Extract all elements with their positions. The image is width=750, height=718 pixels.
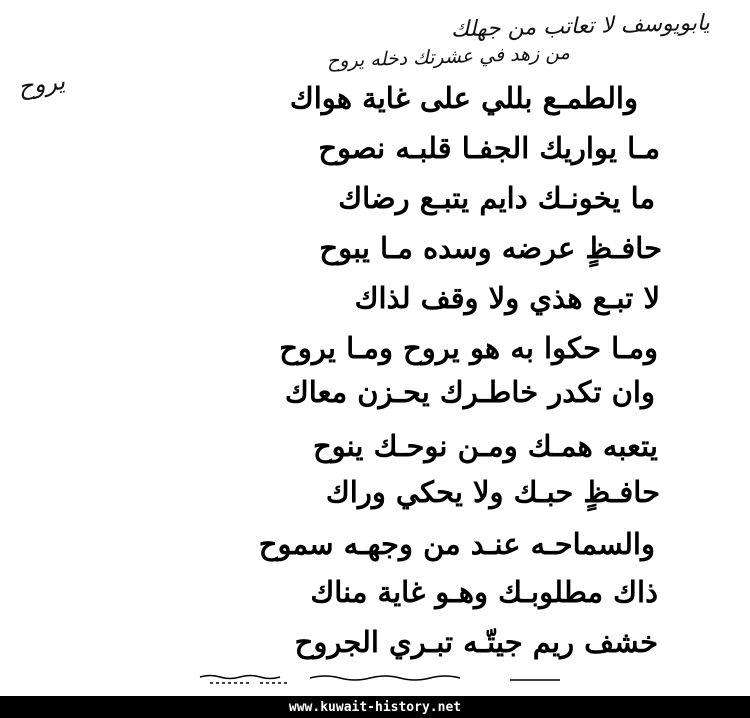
handwritten-note-second: من زهد في عشرتك دخله يروح <box>326 41 571 73</box>
poem-line: ومـا حكوا به هو يروح ومـا يروح <box>279 331 658 365</box>
poem-line: لا تبـع هذي ولا وقف لذاك <box>354 281 660 315</box>
site-watermark-bar <box>0 696 750 718</box>
poem-line: ذاك مطلوبـك وهـو غاية مناك <box>310 575 658 609</box>
poem-line: ما يخونـك دايم يتبـع رضاك <box>338 181 655 215</box>
bottom-scribble-marks <box>60 672 580 686</box>
poem-line: والسماحـه عنـد من وجهـه سموح <box>258 527 655 561</box>
poem-line: يتعبه همـك ومـن نوحـك ينوح <box>312 429 658 463</box>
handwritten-note-top: يابويوسف لا تعاتب من جهلك <box>450 10 711 43</box>
poem-line: مـا يواريك الجفـا قلبـه نصوح <box>318 131 660 165</box>
poem-line: والطمـع بللي على غاية هواك <box>289 81 638 115</box>
poem-line: وان تكدر خاطـرك يحـزن معاك <box>284 375 655 409</box>
handwritten-margin-note: يروح <box>16 66 67 102</box>
poem-line: خشف ريم جيتّـه تبـري الجروح <box>294 625 658 659</box>
site-url: www.kuwait-history.net <box>288 699 462 715</box>
poem-line: حافـظٍ حبـك ولا يحكي وراك <box>325 475 660 509</box>
poem-line: حافـظٍ عرضه وسده مـا يبوح <box>319 231 662 265</box>
